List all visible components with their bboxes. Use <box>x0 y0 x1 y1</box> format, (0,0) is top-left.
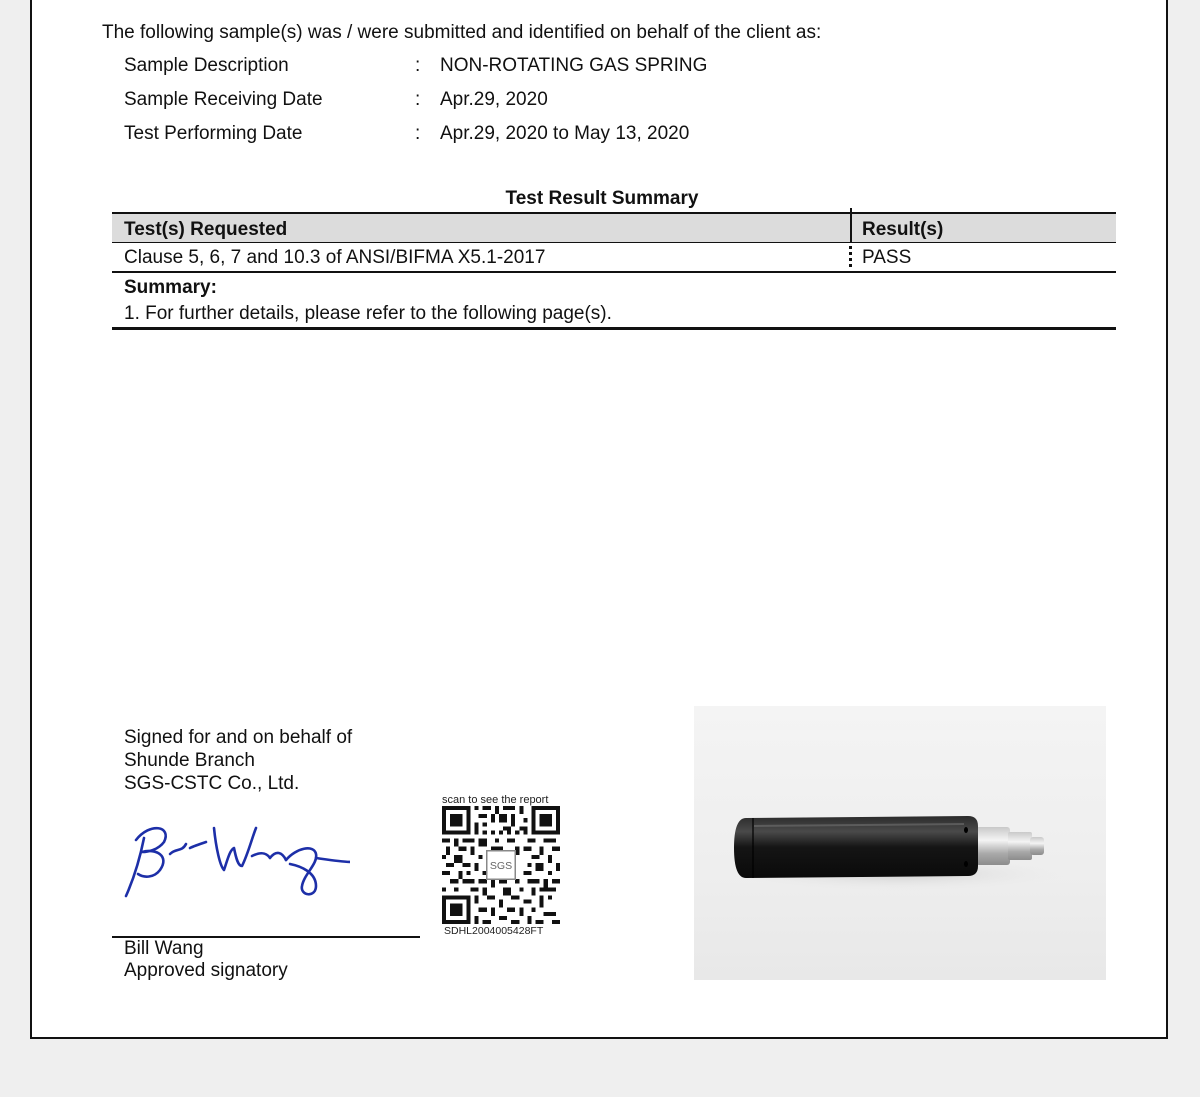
sample-receiving-date-label: Sample Receiving Date <box>124 89 323 110</box>
sample-description-value: NON-ROTATING GAS SPRING <box>440 55 708 76</box>
gas-spring-collar <box>976 827 1010 865</box>
summary-heading: Summary: <box>124 277 217 298</box>
header-results: Result(s) <box>862 219 944 240</box>
intro-text: The following sample(s) was / were submitted and identified on behalf of the client as: <box>102 22 822 43</box>
table-row-rule <box>112 271 1116 273</box>
table-column-divider <box>850 208 852 242</box>
signer-name: Bill Wang <box>124 938 204 959</box>
summary-table-title: Test Result Summary <box>505 188 699 209</box>
cell-test-clause: Clause 5, 6, 7 and 10.3 of ANSI/BIFMA X5.1-2017 <box>124 247 546 268</box>
test-performing-date-value: Apr.29, 2020 to May 13, 2020 <box>440 123 690 144</box>
cell-result-pass: PASS <box>862 247 912 268</box>
summary-item: 1. For further details, please refer to the following page(s). <box>124 303 612 324</box>
handwritten-signature <box>120 808 350 908</box>
qr-caption: scan to see the report <box>442 794 549 806</box>
colon-separator: : <box>415 89 421 110</box>
gas-spring-rod <box>1008 832 1032 860</box>
product-photo <box>694 706 1106 980</box>
dotted-column-divider <box>849 246 852 268</box>
signed-line-3: SGS-CSTC Co., Ltd. <box>124 773 300 794</box>
colon-separator: : <box>415 123 421 144</box>
signer-title: Approved signatory <box>124 960 288 981</box>
test-performing-date-label: Test Performing Date <box>124 123 303 144</box>
table-bottom-rule <box>112 327 1116 330</box>
colon-separator: : <box>415 55 421 76</box>
sample-receiving-date-value: Apr.29, 2020 <box>440 89 548 110</box>
qr-logo-text: SGS <box>489 860 513 873</box>
sample-description-label: Sample Description <box>124 55 289 76</box>
gas-spring-tip <box>1030 837 1044 855</box>
header-tests-requested: Test(s) Requested <box>124 219 288 240</box>
signed-line-2: Shunde Branch <box>124 750 255 771</box>
signed-line-1: Signed for and on behalf of <box>124 727 353 748</box>
qr-report-id: SDHL2004005428FT <box>444 925 544 937</box>
report-page <box>30 0 1168 1039</box>
qr-code[interactable] <box>442 806 560 924</box>
